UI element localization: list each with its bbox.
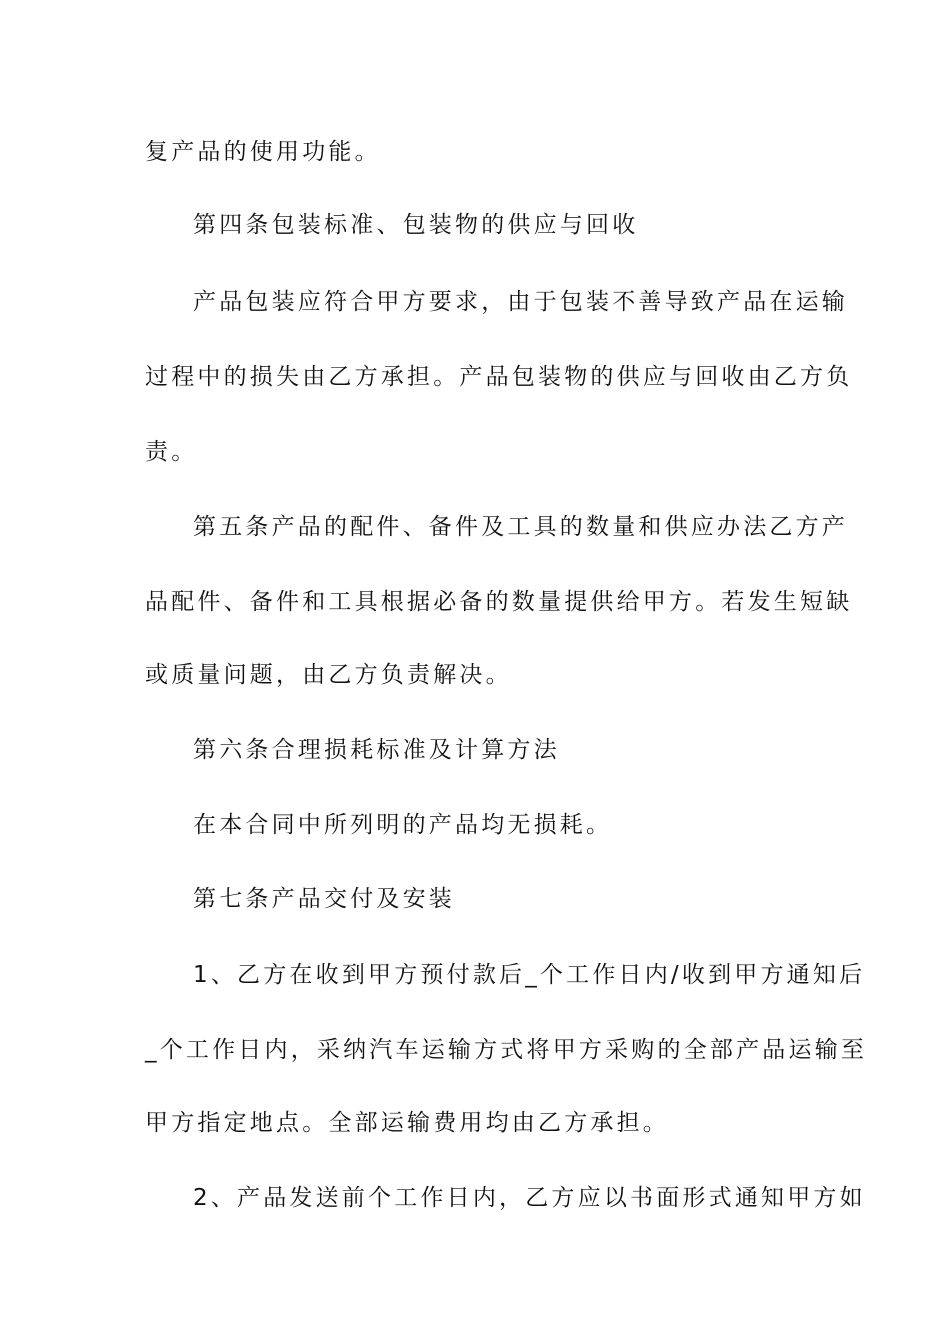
section-heading: 第四条包装标准、包装物的供应与回收 (193, 212, 639, 238)
text-line: 产品包装应符合甲方要求，由于包装不善导致产品在运输 (193, 289, 848, 315)
text-line: 或质量问题，由乙方负责解决。 (145, 662, 512, 688)
text-line: 品配件、备件和工具根据必备的数量提供给甲方。若发生短缺 (145, 589, 853, 615)
text-line: _个工作日内，采纳汽车运输方式将甲方采购的全部产品运输至 (145, 1037, 868, 1063)
text-line: 1、乙方在收到甲方预付款后_个工作日内/收到甲方通知后 (193, 962, 866, 988)
section-heading: 第六条合理损耗标准及计算方法 (193, 737, 560, 763)
section-heading: 第七条产品交付及安装 (193, 886, 455, 912)
text-line: 在本合同中所列明的产品均无损耗。 (193, 812, 613, 838)
text-line: 甲方指定地点。全部运输费用均由乙方承担。 (145, 1110, 669, 1136)
section-heading: 第五条产品的配件、备件及工具的数量和供应办法乙方产 (193, 514, 848, 540)
text-line: 复产品的使用功能。 (145, 139, 381, 165)
text-line: 责。 (145, 439, 198, 465)
text-line: 2、产品发送前个工作日内，乙方应以书面形式通知甲方如 (193, 1185, 866, 1211)
text-line: 过程中的损失由乙方承担。产品包装物的供应与回收由乙方负 (145, 364, 853, 390)
